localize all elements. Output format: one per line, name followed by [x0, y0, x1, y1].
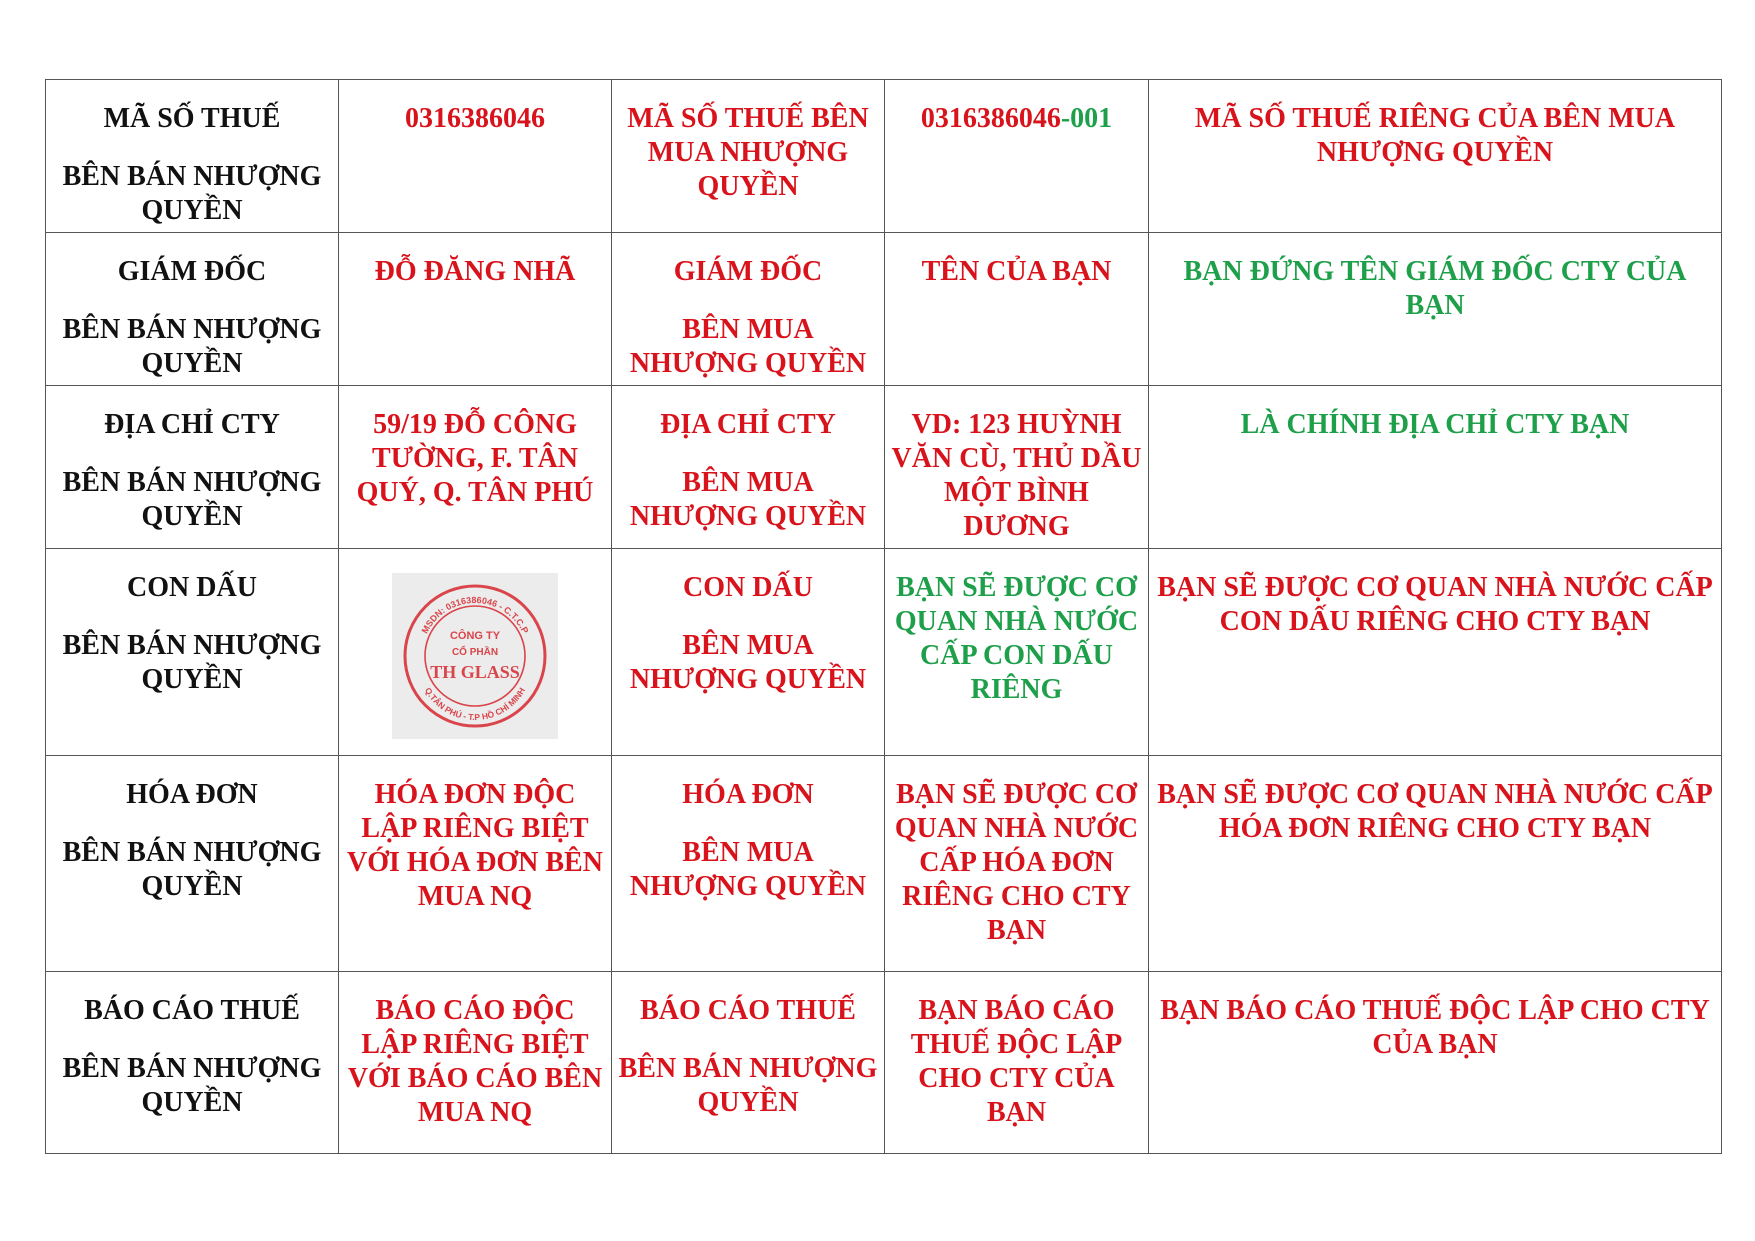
seller-label-cell: [46, 972, 339, 1154]
note-cell: [1149, 756, 1722, 972]
buyer-value-cell: [885, 972, 1149, 1154]
table-row-seal: [46, 549, 1722, 756]
row-subtitle: BÊN BÁN NHƯỢNG QUYỀN: [62, 161, 322, 226]
seal-line-3: TH GLASS: [430, 662, 520, 682]
seller-value-cell: [339, 386, 612, 549]
buyer-label-cell: [612, 386, 885, 549]
buyer-address-example: VD: 123 HUỲNH VĂN CÙ, THỦ DẦU MỘT BÌNH DƯƠNG: [891, 409, 1142, 542]
row-title: CON DẤU: [127, 572, 257, 603]
seal-top-text: MSDN: 0316386046 - C.T.C.P: [419, 594, 531, 636]
comparison-table: [45, 79, 1722, 1154]
table-row-director: [46, 233, 1722, 386]
note-text: BẠN BÁO CÁO THUẾ ĐỘC LẬP CHO CTY CỦA BẠN: [1160, 995, 1710, 1060]
seller-value-cell: [339, 80, 612, 233]
seller-director-name: ĐỖ ĐĂNG NHÃ: [374, 256, 576, 287]
row-title: MÃ SỐ THUẾ: [103, 103, 281, 134]
buyer-invoice-note: BẠN SẼ ĐƯỢC CƠ QUAN NHÀ NƯỚC CẤP HÓA ĐƠN RIÊNG CHO CTY BẠN: [894, 779, 1139, 946]
seller-address: 59/19 ĐỖ CÔNG TƯỜNG, F. TÂN QUÝ, Q. TÂN PHÚ: [356, 409, 594, 508]
note-cell: [1149, 233, 1722, 386]
buyer-label-title: BÁO CÁO THUẾ: [640, 995, 856, 1026]
table-row-address: [46, 386, 1722, 549]
buyer-tax-report-note: BẠN BÁO CÁO THUẾ ĐỘC LẬP CHO CTY CỦA BẠN: [910, 995, 1123, 1128]
note-text: LÀ CHÍNH ĐỊA CHỈ CTY BẠN: [1240, 409, 1630, 440]
buyer-label-title: GIÁM ĐỐC: [673, 256, 823, 287]
seller-label-cell: [46, 549, 339, 756]
table-row-tax-code: [46, 80, 1722, 233]
seal-bottom-text: Q.TÂN PHÚ - T.P HỒ CHÍ MINH: [422, 685, 528, 723]
note-cell: [1149, 80, 1722, 233]
seller-invoice-note: HÓA ĐƠN ĐỘC LẬP RIÊNG BIỆT VỚI HÓA ĐƠN BÊN MUA NQ: [347, 779, 603, 912]
buyer-label-title: CON DẤU: [683, 572, 813, 603]
buyer-value-cell: [885, 386, 1149, 549]
buyer-tax-code-suffix: -001: [1060, 103, 1113, 134]
row-subtitle: BÊN BÁN NHƯỢNG QUYỀN: [62, 467, 322, 532]
company-seal-stamp: [392, 573, 558, 739]
seller-label-cell: [46, 386, 339, 549]
buyer-label-cell: [612, 549, 885, 756]
buyer-label-subtitle: BÊN BÁN NHƯỢNG QUYỀN: [618, 1053, 878, 1118]
seal-line-2: CỔ PHẦN: [451, 647, 499, 658]
seller-tax-report-note: BÁO CÁO ĐỘC LẬP RIÊNG BIỆT VỚI BÁO CÁO BÊN MUA NQ: [347, 995, 603, 1128]
buyer-label-title: MÃ SỐ THUẾ BÊN MUA NHƯỢNG QUYỀN: [627, 103, 869, 202]
buyer-label-cell: [612, 233, 885, 386]
buyer-label-subtitle: BÊN MUA NHƯỢNG QUYỀN: [629, 837, 867, 902]
row-subtitle: BÊN BÁN NHƯỢNG QUYỀN: [62, 314, 322, 379]
note-text: BẠN SẼ ĐƯỢC CƠ QUAN NHÀ NƯỚC CẤP HÓA ĐƠN RIÊNG CHO CTY BẠN: [1157, 779, 1713, 844]
buyer-tax-code-main: 0316386046: [920, 103, 1061, 134]
row-title: GIÁM ĐỐC: [117, 256, 267, 287]
buyer-label-title: ĐỊA CHỈ CTY: [660, 409, 836, 440]
buyer-value-cell: [885, 80, 1149, 233]
note-cell: [1149, 386, 1722, 549]
buyer-director-name: TÊN CỦA BẠN: [921, 256, 1112, 287]
seal-line-1: CÔNG TY: [449, 630, 501, 642]
buyer-label-subtitle: BÊN MUA NHƯỢNG QUYỀN: [629, 314, 867, 379]
buyer-label-cell: [612, 80, 885, 233]
buyer-label-title: HÓA ĐƠN: [682, 779, 814, 810]
seller-seal-cell: [339, 549, 612, 756]
note-cell: [1149, 972, 1722, 1154]
seller-label-cell: [46, 756, 339, 972]
seller-value-cell: [339, 233, 612, 386]
buyer-label-cell: [612, 756, 885, 972]
row-title: ĐỊA CHỈ CTY: [104, 409, 280, 440]
buyer-seal-note: BẠN SẼ ĐƯỢC CƠ QUAN NHÀ NƯỚC CẤP CON DẤU RIÊNG: [894, 572, 1139, 705]
buyer-value-cell: [885, 233, 1149, 386]
note-text: MÃ SỐ THUẾ RIÊNG CỦA BÊN MUA NHƯỢNG QUYỀN: [1194, 103, 1676, 168]
note-text: BẠN SẼ ĐƯỢC CƠ QUAN NHÀ NƯỚC CẤP CON DẤU RIÊNG CHO CTY BẠN: [1157, 572, 1713, 637]
seller-label-cell: [46, 233, 339, 386]
buyer-value-cell: [885, 756, 1149, 972]
seller-label-cell: [46, 80, 339, 233]
buyer-label-cell: [612, 972, 885, 1154]
seller-value-cell: [339, 972, 612, 1154]
buyer-value-cell: [885, 549, 1149, 756]
row-subtitle: BÊN BÁN NHƯỢNG QUYỀN: [62, 630, 322, 695]
note-cell: [1149, 549, 1722, 756]
table-row-tax-report: [46, 972, 1722, 1154]
note-text: BẠN ĐỨNG TÊN GIÁM ĐỐC CTY CỦA BẠN: [1183, 256, 1687, 321]
buyer-label-subtitle: BÊN MUA NHƯỢNG QUYỀN: [629, 630, 867, 695]
company-seal-image: [392, 573, 558, 739]
row-title: BÁO CÁO THUẾ: [84, 995, 300, 1026]
row-subtitle: BÊN BÁN NHƯỢNG QUYỀN: [62, 1053, 322, 1118]
row-title: HÓA ĐƠN: [126, 779, 258, 810]
buyer-label-subtitle: BÊN MUA NHƯỢNG QUYỀN: [629, 467, 867, 532]
seller-value-cell: [339, 756, 612, 972]
table-row-invoice: [46, 756, 1722, 972]
seller-tax-code: 0316386046: [405, 103, 545, 134]
row-subtitle: BÊN BÁN NHƯỢNG QUYỀN: [62, 837, 322, 902]
